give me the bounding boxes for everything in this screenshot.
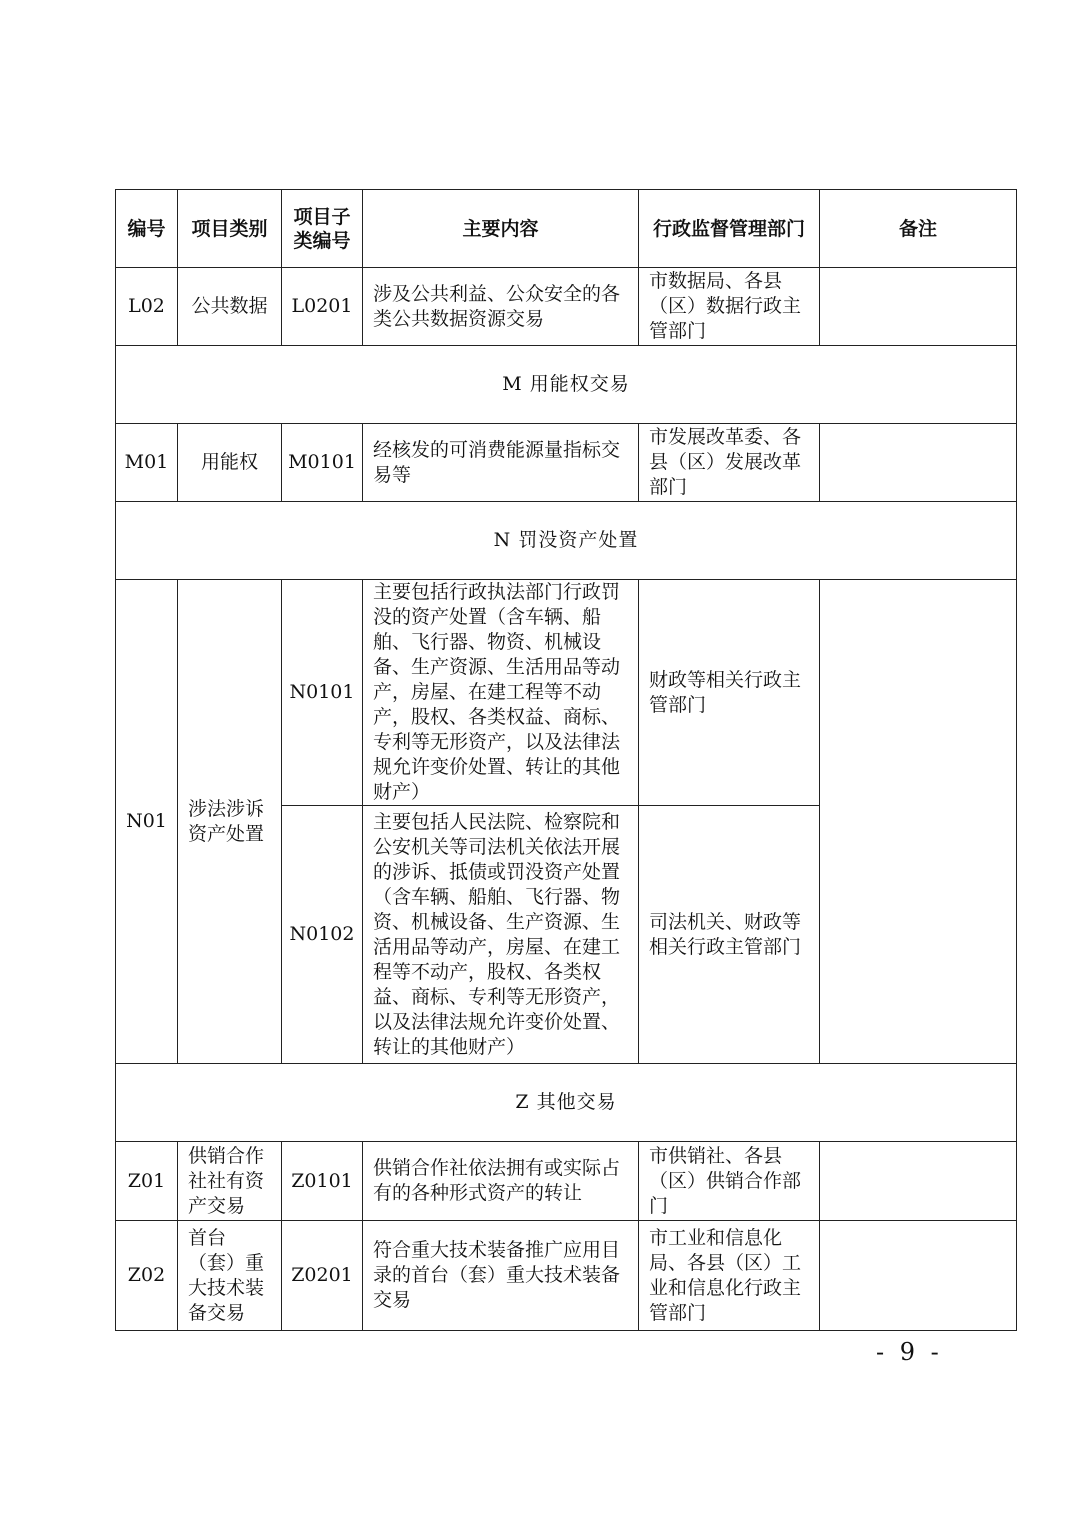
- cell-sub-code: N0101: [282, 580, 363, 806]
- table-row-m01: [116, 424, 1017, 502]
- cell-content: 符合重大技术装备推广应用目录的首台（套）重大技术装备交易: [363, 1221, 639, 1331]
- cell-category: 涉法涉诉资产处置: [178, 580, 282, 1064]
- cell-department: 市发展改革委、各县（区）发展改革部门: [639, 424, 820, 502]
- section-row-z: [116, 1064, 1017, 1142]
- cell-code: Z01: [116, 1142, 178, 1221]
- cell-remarks: [820, 424, 1017, 502]
- table-row-z01: [116, 1142, 1017, 1221]
- cell-sub-code: M0101: [282, 424, 363, 502]
- header-code: 编号: [116, 190, 178, 268]
- cell-code: N01: [116, 580, 178, 1064]
- cell-department: 市工业和信息化局、各县（区）工业和信息化行政主管部门: [639, 1221, 820, 1331]
- header-sub-code: 项目子类编号: [282, 190, 363, 268]
- cell-department: 财政等相关行政主管部门: [639, 580, 820, 806]
- header-remarks: 备注: [820, 190, 1017, 268]
- cell-department: 司法机关、财政等相关行政主管部门: [639, 806, 820, 1064]
- header-content: 主要内容: [363, 190, 639, 268]
- cell-code: Z02: [116, 1221, 178, 1331]
- section-row-n: [116, 502, 1017, 580]
- cell-category: 用能权: [178, 424, 282, 502]
- header-category: 项目类别: [178, 190, 282, 268]
- header-department: 行政监督管理部门: [639, 190, 820, 268]
- cell-sub-code: L0201: [282, 268, 363, 346]
- table-row-l02: [116, 268, 1017, 346]
- section-row-m: [116, 346, 1017, 424]
- table-row-n0101: [116, 580, 1017, 806]
- cell-content: 涉及公共利益、公众安全的各类公共数据资源交易: [363, 268, 639, 346]
- section-title-m: M 用能权交易: [116, 346, 1017, 424]
- cell-remarks: [820, 1142, 1017, 1221]
- cell-remarks: [820, 268, 1017, 346]
- cell-department: 市数据局、各县（区）数据行政主管部门: [639, 268, 820, 346]
- cell-sub-code: Z0201: [282, 1221, 363, 1331]
- cell-content: 主要包括行政执法部门行政罚没的资产处置（含车辆、船舶、飞行器、物资、机械设备、生产资源、生活用品等动产，房屋、在建工程等不动产，股权、各类权益、商标、专利等无形资产，以及法律法规允许变价处置、转让的其他财产）: [363, 580, 639, 806]
- section-title-z: Z 其他交易: [116, 1064, 1017, 1142]
- cell-code: L02: [116, 268, 178, 346]
- cell-content: 供销合作社依法拥有或实际占有的各种形式资产的转让: [363, 1142, 639, 1221]
- cell-remarks: [820, 580, 1017, 1064]
- section-title-n: N 罚没资产处置: [116, 502, 1017, 580]
- table-row-z02: [116, 1221, 1017, 1331]
- cell-sub-code: Z0101: [282, 1142, 363, 1221]
- cell-category: 首台（套）重大技术装备交易: [178, 1221, 282, 1331]
- table-header-row: [116, 190, 1017, 268]
- cell-content: 经核发的可消费能源量指标交易等: [363, 424, 639, 502]
- trading-catalog-table: [115, 189, 1017, 1331]
- cell-content: 主要包括人民法院、检察院和公安机关等司法机关依法开展的涉诉、抵债或罚没资产处置（含车辆、船舶、飞行器、物资、机械设备、生产资源、生活用品等动产，房屋、在建工程等不动产，股权、各类权益、商标、专利等无形资产，以及法律法规允许变价处置、转让的其他财产）: [363, 806, 639, 1064]
- cell-code: M01: [116, 424, 178, 502]
- cell-department: 市供销社、各县（区）供销合作部门: [639, 1142, 820, 1221]
- page-number: - 9 -: [876, 1338, 943, 1366]
- cell-category: 公共数据: [178, 268, 282, 346]
- cell-category: 供销合作社社有资产交易: [178, 1142, 282, 1221]
- cell-sub-code: N0102: [282, 806, 363, 1064]
- cell-remarks: [820, 1221, 1017, 1331]
